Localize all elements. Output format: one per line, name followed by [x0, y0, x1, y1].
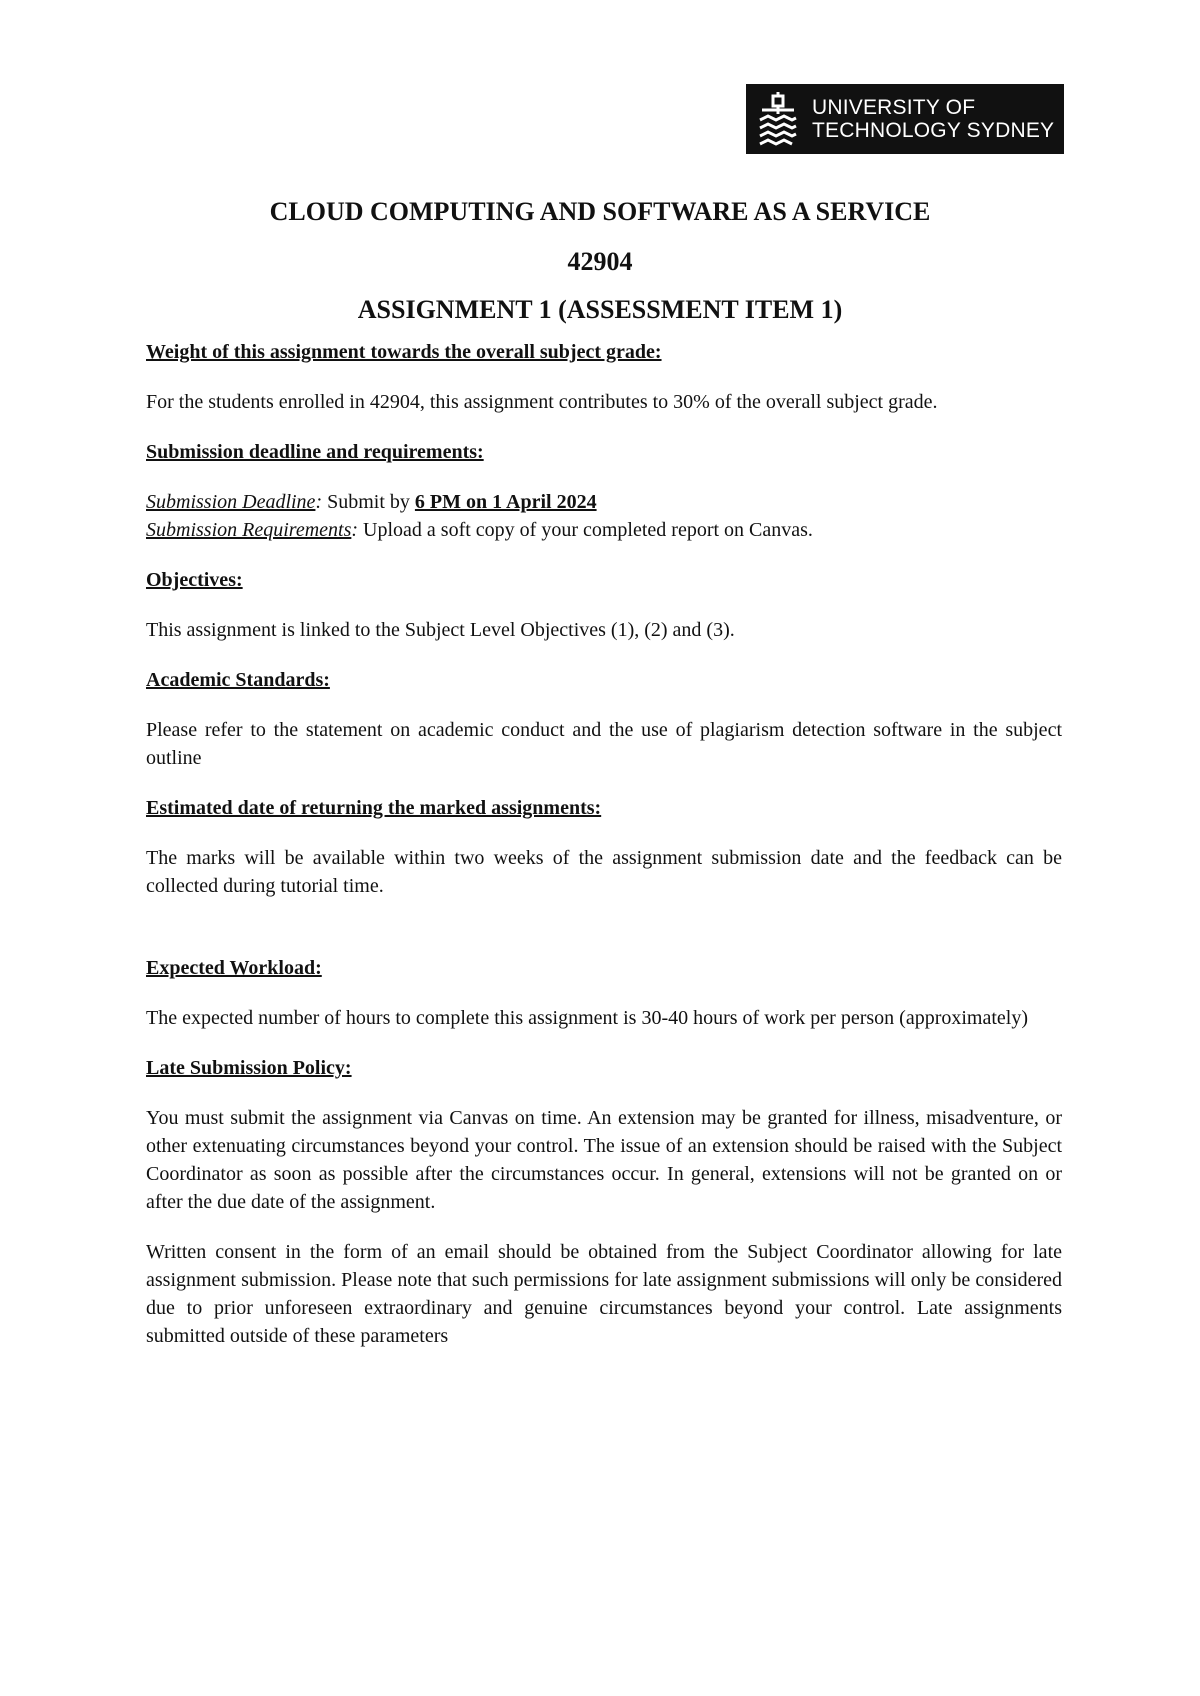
deadline-label: Submission Deadline [146, 491, 316, 513]
late-para-1: You must submit the assignment via Canvas on time. An extension may be granted for illness, misadventure, or other extenuating circumstances beyond your control. The issue of an extension should be raised with the Subject Coordinator as soon as possible after the circumstances occur. In general, extensions will not be granted on or after the due date of the assignment. [146, 1107, 1062, 1213]
uts-logo [746, 84, 1064, 154]
late-para-2: Written consent in the form of an email should be obtained from the Subject Coordinator allowing for late assignment submission. Please note that such permissions for late assignment submissions will only be considered due to prior unforeseen extraordinary and genuine circumstances beyond your control. Late assignments submitted outside of these parameters [146, 1241, 1062, 1347]
document-body [146, 338, 1062, 1350]
weight-heading: Weight of this assignment towards the overall subject grade: [146, 341, 662, 363]
late-heading: Late Submission Policy: [146, 1057, 352, 1079]
return-heading: Estimated date of returning the marked assignments: [146, 797, 602, 819]
logo-line-2: TECHNOLOGY SYDNEY [812, 119, 1055, 142]
logo-line-1: UNIVERSITY OF [812, 96, 976, 119]
logo-text [810, 96, 1054, 142]
submission-heading: Submission deadline and requirements: [146, 441, 484, 463]
objectives-text: This assignment is linked to the Subject Level Objectives (1), (2) and (3). [146, 619, 735, 641]
workload-text: The expected number of hours to complete this assignment is 30-40 hours of work per person (approximately) [146, 1007, 1029, 1029]
weight-text: For the students enrolled in 42904, this assignment contributes to 30% of the overall subject grade. [146, 391, 938, 413]
subject-title: CLOUD COMPUTING AND SOFTWARE AS A SERVICE [269, 197, 931, 226]
submission-requirements-line: Submission Requirements: Upload a soft copy of your completed report on Canvas. [146, 519, 813, 541]
return-text: The marks will be available within two weeks of the assignment submission date and the feedback can be collected during tutorial time. [146, 847, 1062, 897]
subject-code: 42904 [567, 247, 633, 276]
workload-heading: Expected Workload: [146, 957, 322, 979]
requirements-label: Submission Requirements [146, 519, 352, 541]
objectives-heading: Objectives: [146, 569, 243, 591]
uts-emblem-icon [746, 84, 810, 154]
academic-text: Please refer to the statement on academic conduct and the use of plagiarism detection software in the subject outline [146, 719, 1062, 769]
submission-deadline-line: Submission Deadline: Submit by 6 PM on 1 April 2024 [146, 491, 597, 513]
requirements-text: Upload a soft copy of your completed report on Canvas. [358, 519, 813, 541]
deadline-prefix: Submit by [322, 491, 415, 513]
academic-heading: Academic Standards: [146, 669, 330, 691]
deadline-value: 6 PM on 1 April 2024 [414, 491, 597, 513]
assignment-title: ASSIGNMENT 1 (ASSESSMENT ITEM 1) [357, 295, 843, 324]
